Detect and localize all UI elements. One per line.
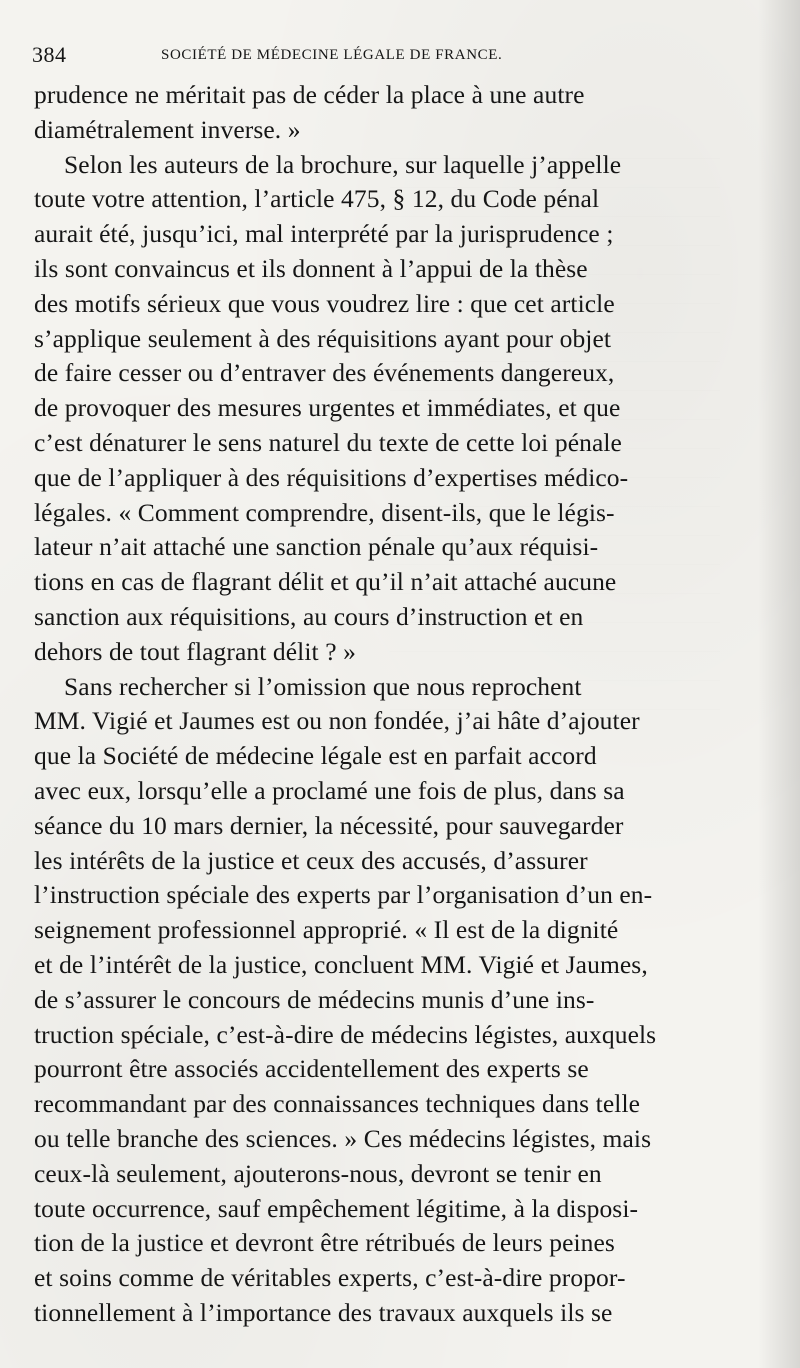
text-line: Selon les auteurs de la brochure, sur laquelle j’appelle: [64, 149, 622, 179]
text-line: ceux-là seulement, ajouterons-nous, devront se tenir en: [34, 1158, 602, 1188]
text-line: avec eux, lorsqu’elle a proclamé une fois de plus, dans sa: [34, 775, 625, 805]
text-line: et soins comme de véritables experts, c’est-à-dire propor-: [34, 1263, 626, 1293]
text-line: de s’assurer le concours de médecins munis d’une ins-: [34, 984, 595, 1014]
text-line: MM. Vigié et Jaumes est ou non fondée, j’ai hâte d’ajouter: [34, 706, 640, 736]
text-line: les intérêts de la justice et ceux des accusés, d’assurer: [34, 845, 588, 875]
text-line: c’est dénaturer le sens naturel du texte de cette loi pénale: [34, 427, 622, 457]
text-line: tions en cas de flagrant délit et qu’il n’ait attaché aucune: [34, 567, 617, 597]
text-line: Sans rechercher si l’omission que nous reprochent: [64, 671, 582, 701]
text-line: l’instruction spéciale des experts par l’organisation d’un en-: [34, 880, 653, 910]
text-line: aurait été, jusqu’ici, mal interprété par la jurisprudence ;: [34, 219, 614, 249]
text-line: diamétralement inverse. »: [34, 114, 301, 144]
text-line: toute occurrence, sauf empêchement légitime, à la disposi-: [34, 1193, 639, 1223]
paragraph-societe: [34, 670, 765, 1331]
text-line: toute votre attention, l’article 475, § 12, du Code pénal: [34, 184, 600, 214]
body-text: [34, 78, 765, 1338]
text-line: s’applique seulement à des réquisitions ayant pour objet: [34, 323, 612, 353]
text-line: tion de la justice et devront être rétribués de leurs peines: [34, 1228, 615, 1258]
text-line: recommandant par des connaissances techniques dans telle: [34, 1089, 641, 1119]
text-line: que de l’appliquer à des réquisitions d’expertises médico-: [34, 462, 629, 492]
paragraph-brochure: [34, 148, 765, 670]
text-line: de faire cesser ou d’entraver des événements dangereux,: [34, 358, 615, 388]
text-line: pourront être associés accidentellement des experts se: [34, 1054, 589, 1084]
text-line: prudence ne méritait pas de céder la place à une autre: [34, 80, 585, 109]
paragraph-continuation: [34, 78, 765, 148]
text-line: truction spéciale, c’est-à-dire de médecins légistes, auxquels: [34, 1019, 657, 1049]
text-line: dehors de tout flagrant délit ? »: [34, 636, 356, 666]
text-line: lateur n’ait attaché une sanction pénale qu’aux réquisi-: [34, 532, 599, 562]
text-line: légales. « Comment comprendre, disent-ils, que le légis-: [34, 497, 615, 527]
page-header: [32, 40, 732, 70]
text-line: tionnellement à l’importance des travaux auxquels ils se: [34, 1297, 613, 1327]
text-line: seignement professionnel approprié. « Il est de la dignité: [34, 915, 619, 945]
text-line: et de l’intérêt de la justice, concluent MM. Vigié et Jaumes,: [34, 949, 648, 979]
text-line: sanction aux réquisitions, au cours d’instruction et en: [34, 601, 584, 631]
text-line: que la Société de médecine légale est en parfait accord: [34, 741, 597, 771]
text-line: ou telle branche des sciences. » Ces médecins légistes, mais: [34, 1123, 652, 1153]
text-line: de provoquer des mesures urgentes et immédiates, et que: [34, 393, 621, 423]
text-line: des motifs sérieux que vous voudrez lire : que cet article: [34, 288, 615, 318]
text-line: ils sont convaincus et ils donnent à l’appui de la thèse: [34, 253, 588, 283]
page-number: 384: [32, 42, 67, 67]
text-line: séance du 10 mars dernier, la nécessité, pour sauvegarder: [34, 810, 624, 840]
running-head: SOCIÉTÉ DE MÉDECINE LÉGALE DE FRANCE.: [161, 47, 503, 63]
